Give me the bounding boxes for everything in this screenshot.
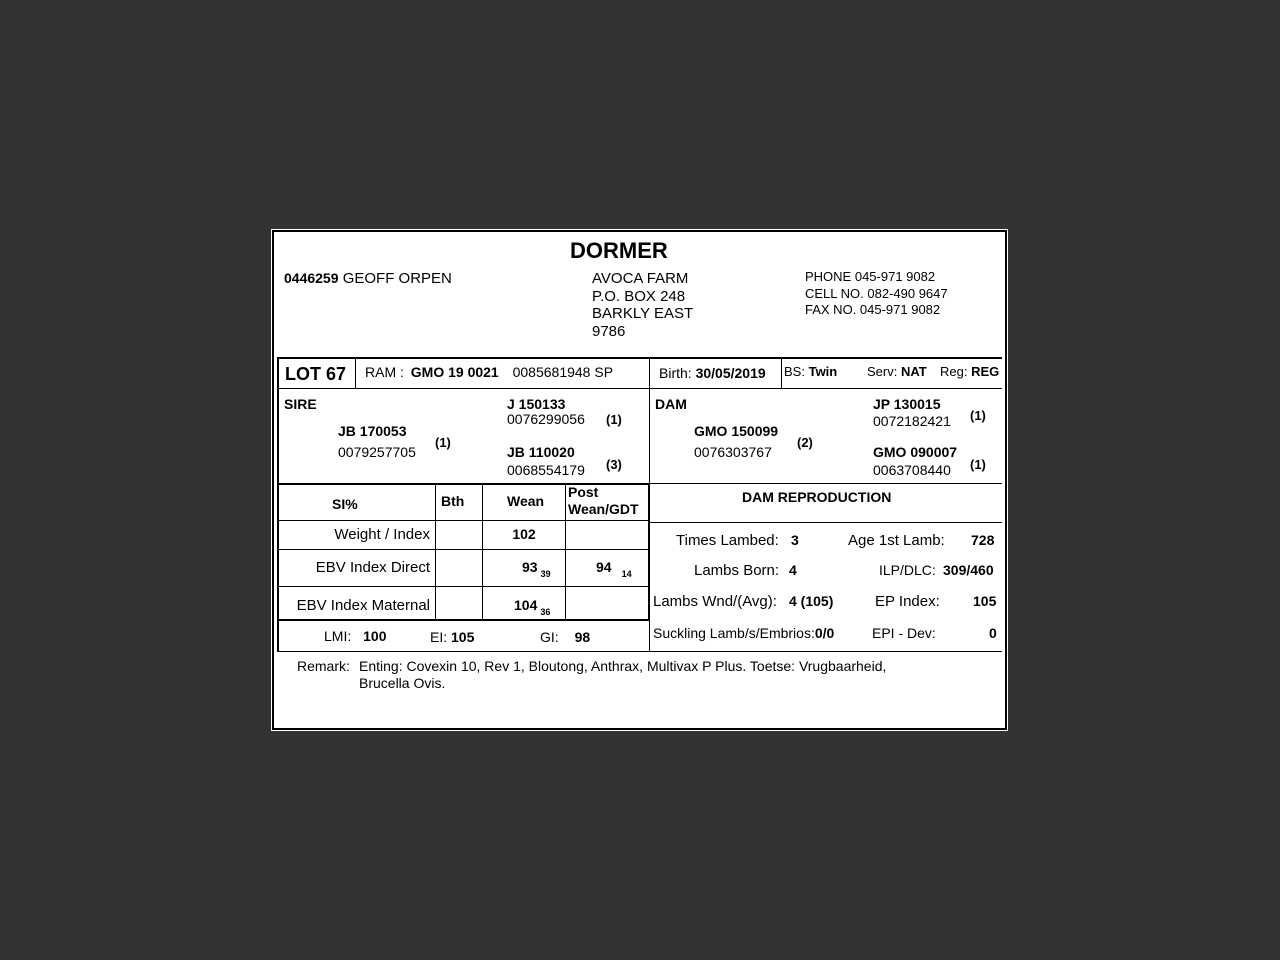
sire-sire-count: (1) [606, 412, 622, 427]
sire-dam-id: JB 110020 [507, 444, 575, 460]
suckling-value: 0/0 [814, 625, 835, 641]
divider [565, 485, 566, 619]
lot-number: LOT 67 [285, 364, 347, 384]
divider [277, 549, 650, 550]
dam-reproduction-title: DAM REPRODUCTION [742, 489, 892, 505]
bth-header: Bth [441, 493, 465, 509]
row-label: Weight / Index [334, 526, 430, 543]
breeder [284, 270, 452, 287]
ilp-dlc-label: ILP/DLC: [879, 562, 936, 578]
contact-line: CELL NO. 082-490 9647 [805, 285, 948, 301]
lmi [324, 628, 386, 644]
divider [277, 357, 1002, 359]
address-line: BARKLY EAST [592, 305, 694, 322]
dam-id: GMO 150099 [694, 423, 779, 439]
post-wean-header [568, 484, 639, 518]
birth-info [659, 365, 766, 381]
service-info [867, 364, 927, 379]
direct-post-value [596, 559, 632, 579]
serv-value: NAT [900, 364, 927, 379]
ram-label: RAM : [365, 364, 404, 380]
remark-text [359, 658, 886, 692]
bs-label: BS: [784, 364, 805, 379]
direct-post-accuracy: 14 [621, 569, 632, 579]
reg-label: Reg: [940, 364, 968, 379]
divider [277, 520, 650, 521]
gi-value: 98 [574, 629, 591, 645]
direct-wean-accuracy: 39 [540, 569, 551, 579]
maternal-wean-accuracy: 36 [540, 607, 551, 617]
lambs-born-label: Lambs Born: [694, 562, 780, 579]
birth-label: Birth: [659, 365, 692, 381]
dam-dam-count: (1) [970, 457, 986, 472]
divider [648, 483, 650, 621]
divider [277, 651, 1002, 652]
dam-count: (2) [797, 435, 813, 450]
wean-header: Wean [507, 493, 545, 509]
breeder-contacts [805, 269, 948, 319]
times-lambed-value: 3 [791, 532, 799, 548]
times-lambed-label: Times Lambed: [676, 532, 779, 549]
address-line: AVOCA FARM [592, 270, 689, 287]
divider [277, 619, 650, 621]
divider [482, 485, 483, 619]
ram-number: 0085681948 SP [512, 364, 614, 380]
age-first-lamb-label: Age 1st Lamb: [848, 532, 945, 549]
weight-wean-value: 102 [512, 526, 536, 542]
remark-line: Enting: Covexin 10, Rev 1, Bloutong, Anthrax, Multivax P Plus. Toetse: Vrugbaarheid, [359, 658, 887, 674]
maternal-wean-main: 104 [514, 597, 538, 613]
remark-line: Brucella Ovis. [359, 675, 446, 691]
remark-label: Remark: [297, 658, 350, 674]
sire-dam-number: 0068554179 [507, 462, 585, 478]
direct-wean-main: 93 [522, 559, 538, 575]
lambs-weaned-value: 4 (105) [789, 593, 834, 609]
ep-index-value: 105 [973, 593, 997, 609]
maternal-wean-value [514, 597, 550, 617]
divider [277, 388, 1002, 389]
dam-sire-count: (1) [970, 408, 986, 423]
age-first-lamb-value: 728 [971, 532, 995, 548]
lmi-label: LMI: [324, 628, 352, 644]
suckling-info [653, 625, 834, 641]
dam-label: DAM [655, 396, 687, 412]
reg-info [940, 364, 999, 379]
ei-label: EI: [430, 629, 448, 645]
bs-value: Twin [808, 364, 838, 379]
suckling-label: Suckling Lamb/s/Embrios: [653, 625, 815, 641]
epi-dev-value: 0 [989, 625, 997, 641]
gi-label: GI: [540, 629, 559, 645]
birth-status [784, 364, 837, 379]
serv-label: Serv: [867, 364, 898, 379]
dam-sire-id: JP 130015 [873, 396, 941, 412]
birth-date: 30/05/2019 [695, 365, 766, 381]
direct-post-main: 94 [596, 559, 612, 575]
sire-id: JB 170053 [338, 423, 407, 439]
post-header-line: Wean/GDT [568, 501, 639, 517]
divider [355, 358, 356, 389]
row-label: EBV Index Direct [315, 559, 430, 576]
divider [277, 586, 650, 587]
divider [277, 621, 279, 652]
sire-dam-count: (3) [606, 457, 622, 472]
dam-number: 0076303767 [694, 444, 772, 460]
ram-id: GMO 19 0021 [410, 364, 499, 380]
ei [430, 629, 474, 645]
row-label: EBV Index Maternal [296, 597, 430, 614]
direct-wean-value [522, 559, 551, 579]
sire-count: (1) [435, 435, 451, 450]
contact-line: FAX NO. 045-971 9082 [805, 302, 941, 317]
ei-value: 105 [451, 629, 475, 645]
divider [650, 522, 1002, 523]
ram-info [365, 364, 613, 380]
address-line: P.O. BOX 248 [592, 287, 686, 305]
dam-dam-number: 0063708440 [873, 462, 951, 478]
dam-dam-id: GMO 090007 [873, 444, 958, 460]
post-header-line: Post [568, 484, 599, 500]
lot-card [272, 230, 1007, 730]
si-header: SI% [332, 496, 358, 512]
address-line: 9786 [592, 322, 626, 340]
lambs-weaned-label: Lambs Wnd/(Avg): [653, 593, 777, 610]
gi [540, 629, 590, 645]
sire-label: SIRE [284, 396, 317, 412]
dam-sire-number: 0072182421 [873, 413, 951, 429]
breeder-name: GEOFF ORPEN [342, 270, 452, 287]
breeder-id: 0446259 [284, 270, 339, 286]
divider [781, 358, 782, 389]
lmi-value: 100 [363, 628, 387, 644]
ilp-dlc-value: 309/460 [943, 562, 994, 578]
divider [435, 485, 436, 619]
sire-sire-id: J 150133 [507, 396, 566, 412]
ep-index-label: EP Index: [875, 593, 940, 610]
sire-sire-number: 0076299056 [507, 411, 585, 427]
contact-line: PHONE 045-971 9082 [805, 269, 936, 284]
lambs-born-value: 4 [789, 562, 797, 578]
reg-value: REG [971, 364, 1000, 379]
breeder-address [592, 270, 693, 340]
breed-title: DORMER [570, 238, 668, 263]
sire-number: 0079257705 [338, 444, 416, 460]
divider [650, 483, 1002, 484]
epi-dev-label: EPI - Dev: [872, 625, 936, 641]
